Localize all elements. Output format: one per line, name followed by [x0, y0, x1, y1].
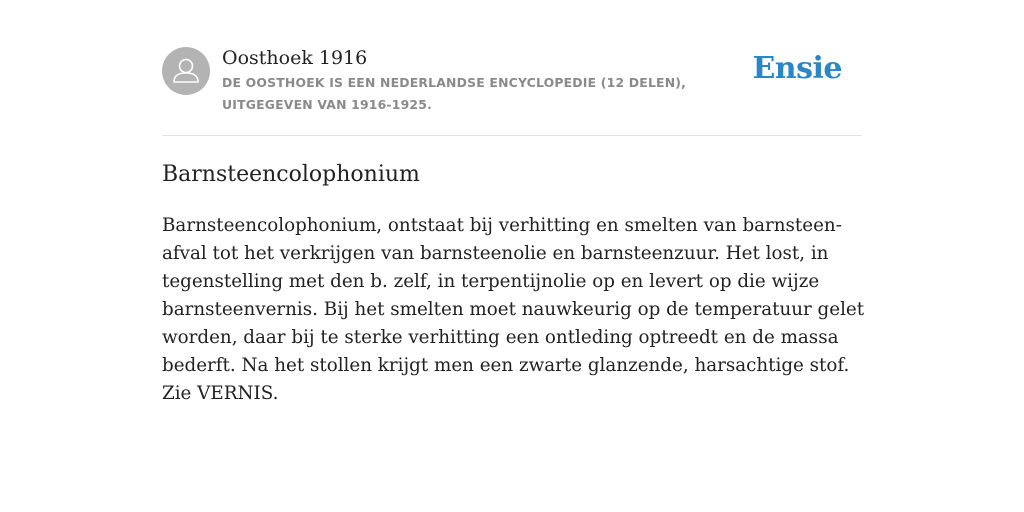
source-description: DE OOSTHOEK IS EEN NEDERLANDSE ENCYCLOPEDIE (12 DELEN), UITGEGEVEN VAN 1916-1925. — [222, 75, 687, 112]
article-title: Barnsteencolophonium — [162, 162, 420, 187]
divider — [162, 135, 862, 136]
article-body: Barnsteencolophonium, ontstaat bij verhitting en smelten van barnsteen-afval tot het verkrijgen van barnsteenolie en barnsteenzuur. Het lost, in tegenstelling met den b. zelf, in terpentijnolie op en levert op die wijze barnsteenvernis. Bij het smelten moet nauwkeurig op de temperatuur gelet worden, daar bij te sterke verhitting een ontleding optreedt en de massa bederft. Na het stollen krijgt men een zwarte glanzende, harsachtige stof. Zie VERNIS. — [162, 215, 865, 404]
avatar[interactable] — [162, 47, 210, 95]
source-header — [162, 46, 862, 136]
source-title[interactable]: Oosthoek 1916 — [222, 47, 368, 69]
brand-logo[interactable]: Ensie — [752, 51, 842, 86]
